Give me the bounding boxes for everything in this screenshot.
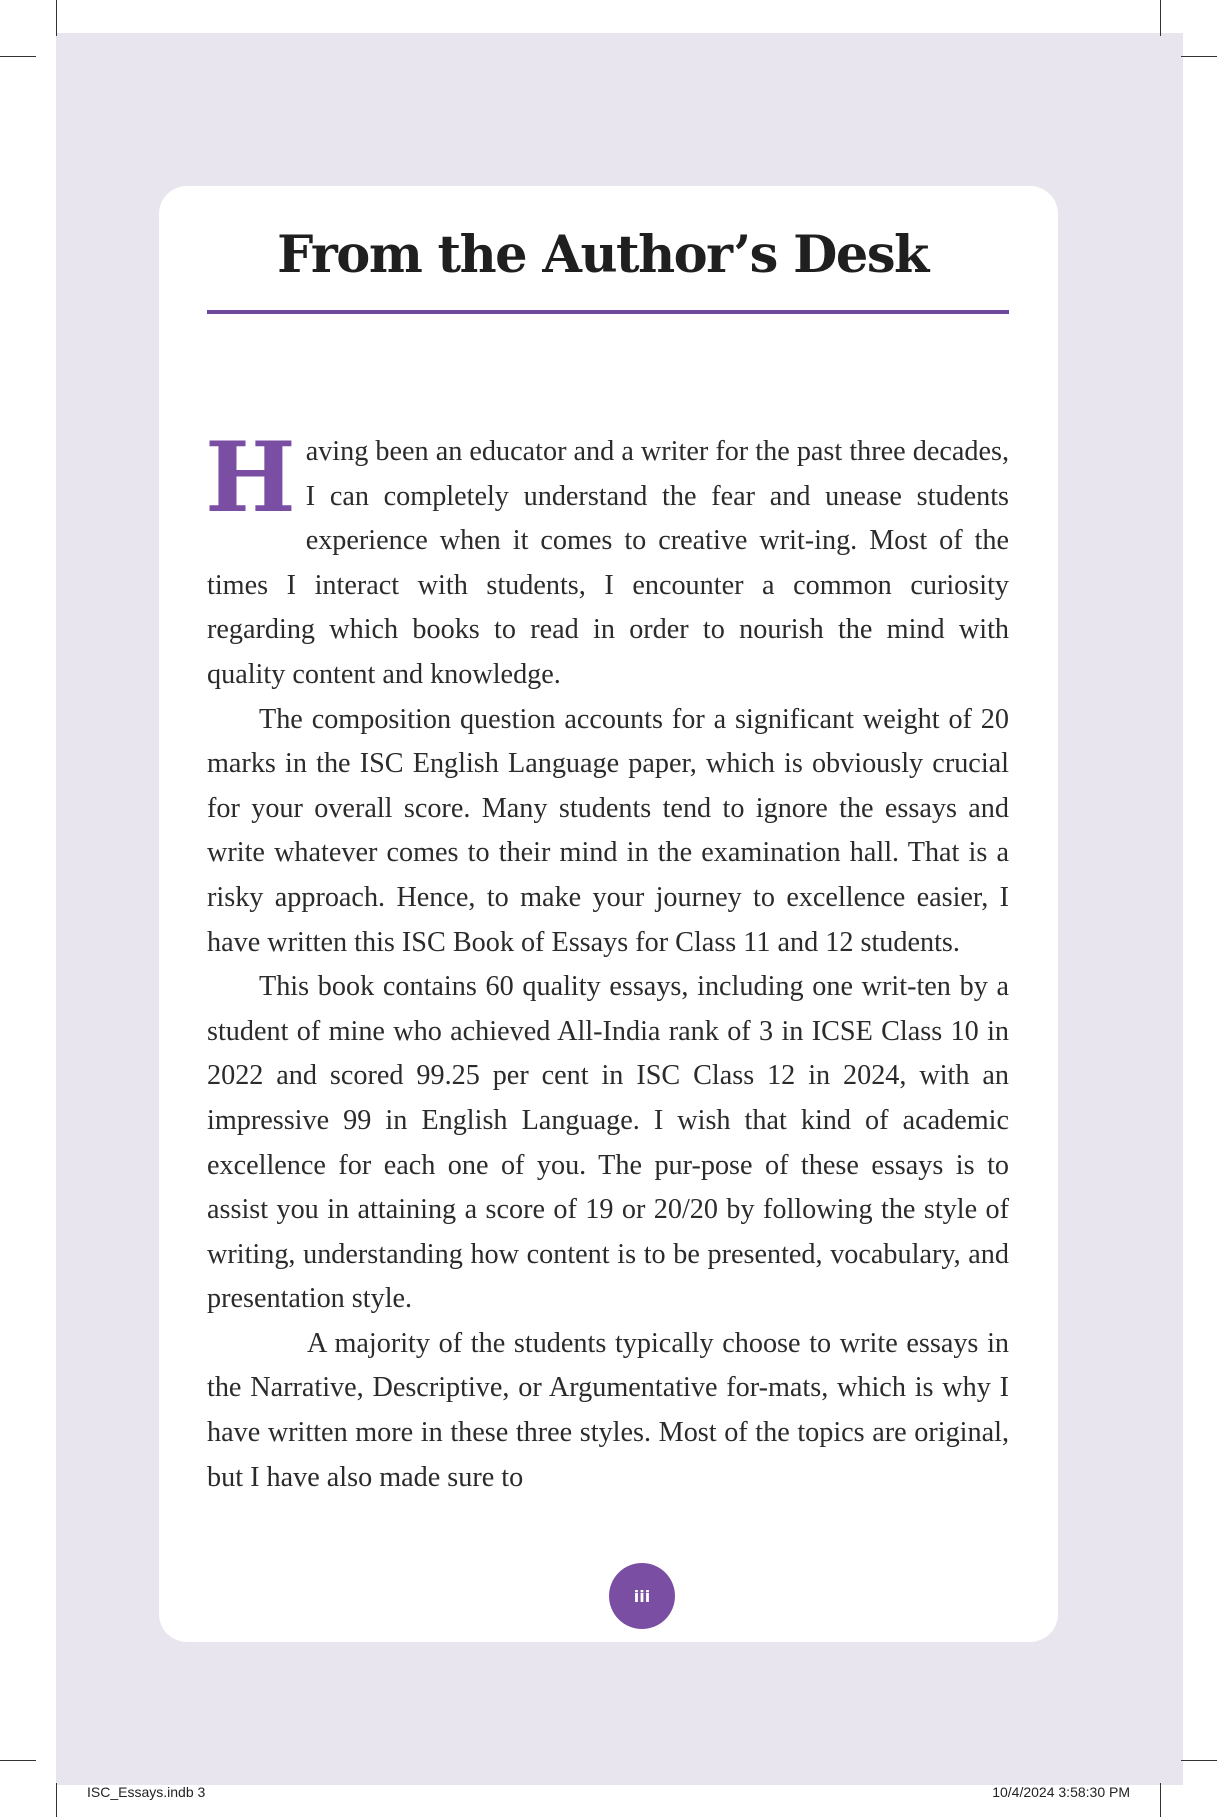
crop-mark-top-left-v xyxy=(56,0,57,36)
crop-mark-bottom-left-h xyxy=(0,1760,36,1761)
paragraph-1-text: aving been an educator and a writer for the past three decades, I can completely understand the fear and unease students experience when it comes to creative writ-ing. Most of the times I interact with students, I encounter a common curiosity regarding which books to read in order to nourish the mind with quality content and knowledge. xyxy=(207,436,1009,690)
paragraph-3: This book contains 60 quality essays, including one writ-ten by a student of mine who achieved All-India rank of 3 in ICSE Class 10 in 2022 and scored 99.25 per cent in ISC Class 12 in 2024, with an impressive 99 in English Language. I wish that kind of academic excellence for each one of you. The pur-pose of these essays is to assist you in attaining a score of 19 or 20/20 by following the style of writing, understanding how content is to be presented, vocabulary, and presentation style. xyxy=(207,971,1009,1315)
crop-mark-top-right-v xyxy=(1160,0,1161,36)
crop-mark-bottom-right-h xyxy=(1181,1760,1217,1761)
crop-mark-bottom-right-v xyxy=(1160,1783,1161,1817)
paragraph-1 xyxy=(205,421,1009,698)
crop-mark-top-right-h xyxy=(1181,56,1217,57)
page-title: From the Author’s Desk xyxy=(277,225,928,285)
crop-mark-top-left-h xyxy=(0,56,36,57)
body-text xyxy=(205,421,1009,1500)
crop-mark-bottom-left-v xyxy=(56,1783,57,1817)
footer-filename: ISC_Essays.indb 3 xyxy=(87,1784,206,1800)
paragraph-2: The composition question accounts for a significant weight of 20 marks in the ISC English Language paper, which is obviously crucial for your overall score. Many students tend to ignore the essays and write whatever comes to their mind in the examination hall. That is a risky approach. Hence, to make your journey to excellence easier, I have written this ISC Book of Essays for Class 11 and 12 students. xyxy=(207,703,1009,958)
footer-timestamp: 10/4/2024 3:58:30 PM xyxy=(992,1784,1130,1800)
paragraph-4: A majority of the students typically choose to write essays in the Narrative, Descriptive, or Argumentative for-mats, which is why I have written more in these three styles. Most of the topics are original, but I have also made sure to xyxy=(207,1327,1009,1493)
title-underline xyxy=(207,310,1009,314)
drop-cap: H xyxy=(205,421,296,534)
page-number-badge: iii xyxy=(609,1563,675,1629)
